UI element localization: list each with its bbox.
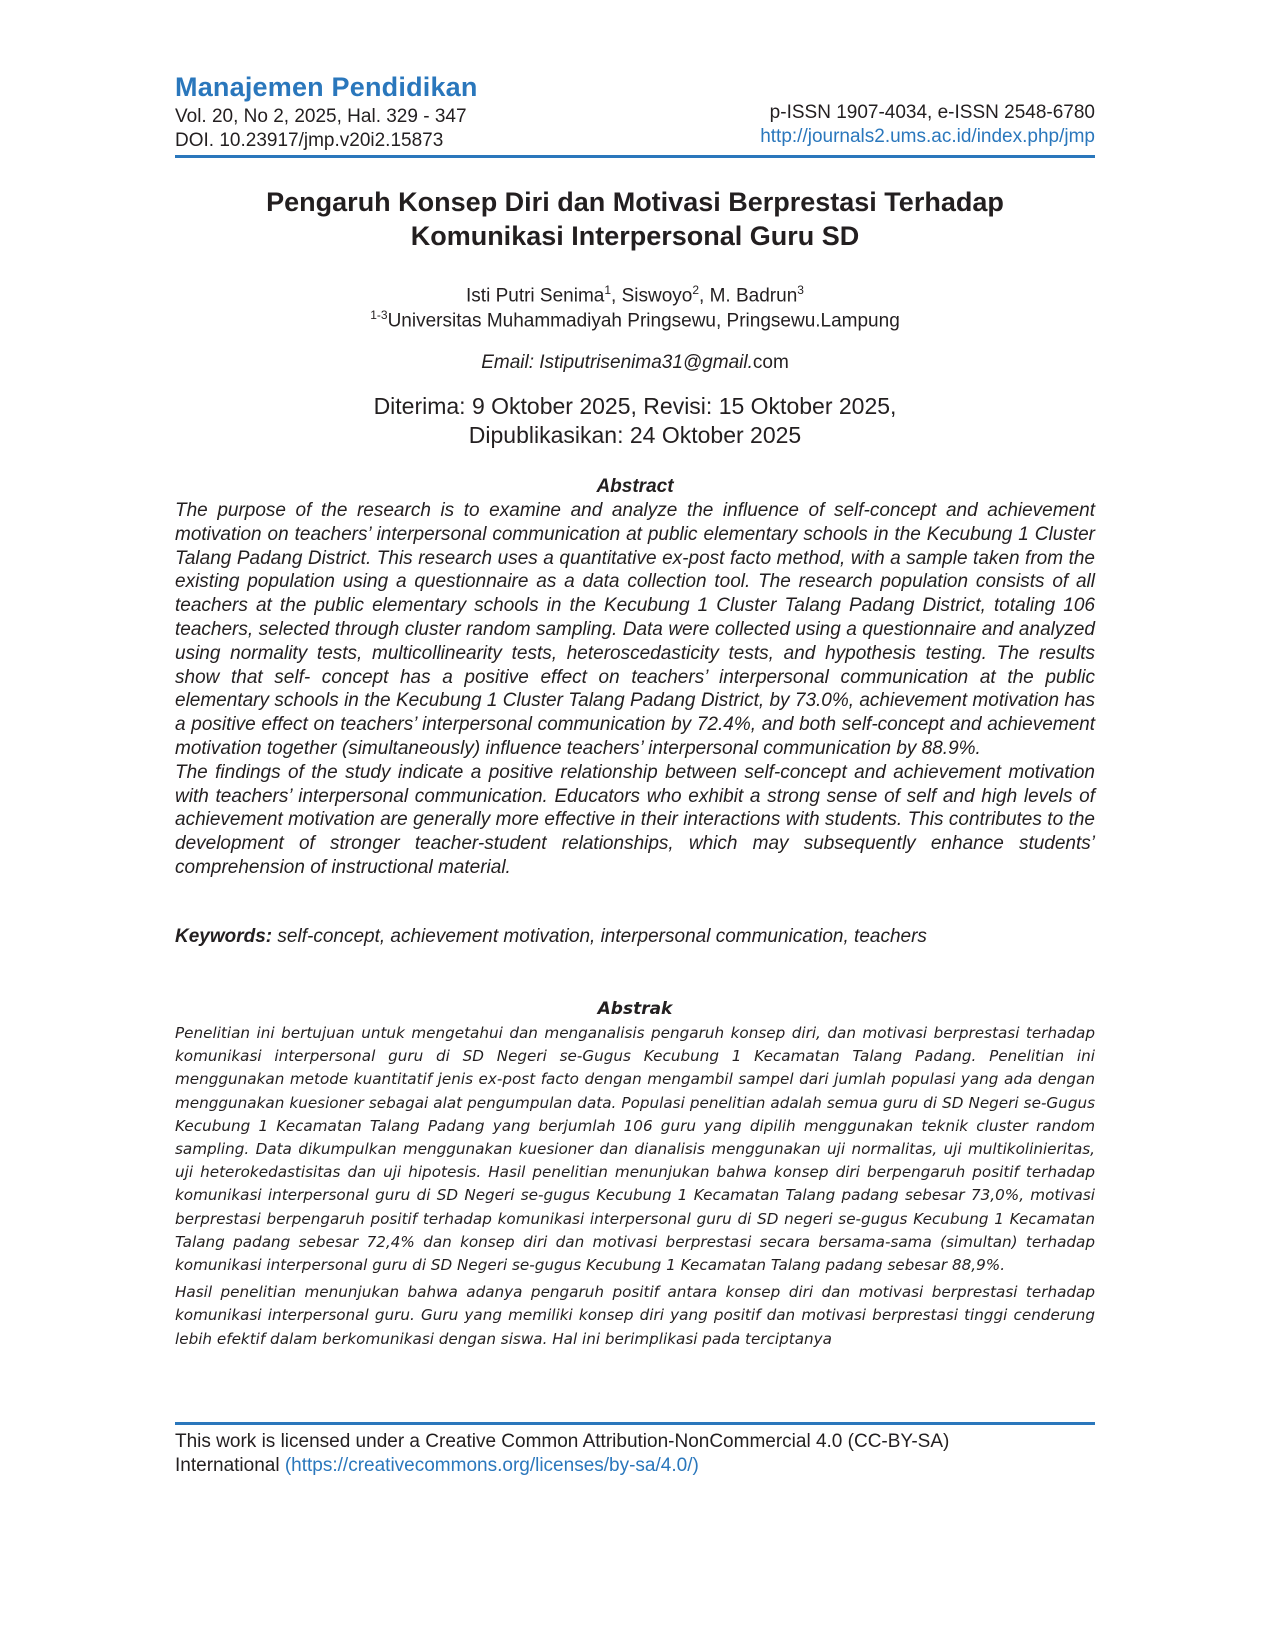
author-sup: 2 [692, 283, 700, 297]
journal-name: Manajemen Pendidikan [175, 72, 478, 102]
license-prefix: International [175, 1455, 285, 1476]
keywords-text: self-concept, achievement motivation, interpersonal communication, teachers [272, 926, 927, 947]
abstract-paragraph: The findings of the study indicate a positive relationship between self-concept and achievement motivation with teachers’ interpersonal communication. Educators who exhibit a strong sense of self and high levels of achievement motivation are generally more effective in their interactions with students. This contributes to the development of stronger teacher-student relationships, which may subsequently enhance students’ comprehension of instructional material. [175, 761, 1095, 878]
abstrak-indonesian [175, 1022, 1095, 1351]
abstract-paragraph: The purpose of the research is to examine and analyze the influence of self-concept and achievement motivation on teachers’ interpersonal communication at public elementary schools in the Kecubung 1 Cluster Talang Padang District. This research uses a quantitative ex-post facto method, with a sample taken from the existing population using a questionnaire as a data collection tool. The research population consists of all teachers at the public elementary schools in the Kecubung 1 Cluster Talang Padang District, totaling 106 teachers, selected through cluster random sampling. Data were collected using a questionnaire and analyzed using normality tests, multicollinearity tests, heteroscedasticity tests, and hypothesis testing. The results show that self- concept has a positive effect on teachers’ interpersonal communication at the public elementary schools in the Kecubung 1 Cluster Talang Padang District, by 73.0%, achievement motivation has a positive effect on teachers’ interpersonal communication by 72.4%, and both self-concept and achievement motivation together (simultaneously) influence teachers’ interpersonal communication by 88.9%. [175, 500, 1095, 759]
keywords-label: Keywords: [175, 926, 273, 947]
affiliation-sup: 1-3 [370, 308, 388, 322]
author-sup: 1 [604, 283, 612, 297]
affiliation-text: Universitas Muhammadiyah Pringsewu, Pringsewu.Lampung [387, 310, 900, 332]
doi: DOI. 10.23917/jmp.v20i2.15873 [175, 130, 444, 151]
author-separator: , [611, 285, 622, 307]
issn: p-ISSN 1907-4034, e-ISSN 2548-6780 [769, 102, 1095, 123]
author-sup: 3 [797, 283, 804, 297]
license-line-2 [175, 1454, 1095, 1478]
dates-line-2: Dipublikasikan: 24 Oktober 2025 [468, 422, 802, 448]
keywords [175, 926, 1095, 948]
volume-info: Vol. 20, No 2, 2025, Hal. 329 - 347 [175, 106, 467, 127]
license-line-1: This work is licensed under a Creative Common Attribution-NonCommercial 4.0 (CC-BY-SA) [175, 1431, 950, 1452]
author-separator: , [699, 285, 710, 307]
journal-url-link[interactable]: http://journals2.ums.ac.id/index.php/jmp [760, 126, 1095, 147]
license-notice [175, 1430, 1095, 1478]
affiliation [175, 303, 1095, 333]
author-name: Isti Putri Senima [466, 285, 605, 307]
abstract-heading: Abstract [596, 476, 674, 497]
publication-dates [175, 392, 1095, 450]
dates-line-1: Diterima: 9 Oktober 2025, Revisi: 15 Oktober 2025, [373, 393, 897, 419]
paper-page [175, 70, 1095, 1476]
title-line-1: Pengaruh Konsep Diri dan Motivasi Berprestasi Terhadap [266, 187, 1004, 217]
abstrak-heading: Abstrak [597, 999, 673, 1019]
author-email [175, 350, 1095, 375]
license-link[interactable]: (https://creativecommons.org/licenses/by-sa/4.0/) [284, 1455, 699, 1476]
email-address: Email: Istiputrisenima31@gmail. [481, 352, 753, 373]
header-divider [175, 155, 1095, 158]
journal-header [175, 70, 1095, 156]
abstract-english [175, 499, 1095, 880]
title-line-2: Komunikasi Interpersonal Guru SD [410, 221, 860, 251]
abstrak-paragraph: Penelitian ini bertujuan untuk mengetahui dan menganalisis pengaruh konsep diri, dan motivasi berprestasi terhadap komunikasi interpersonal guru di SD Negeri se-Gugus Kecubung 1 Kecamatan Talang Padang. Penelitian ini menggunakan metode kuantitatif jenis ex-post facto dengan mengambil sampel dari jumlah populasi yang ada dengan menggunakan kuesioner sebagai alat pengumpulan data. Populasi penelitian adalah semua guru di SD Negeri se-Gugus Kecubung 1 Kecamatan Talang Padang yang berjumlah 106 guru yang dipilih menggunakan teknik cluster random sampling. Data dikumpulkan menggunakan kuesioner dan dianalisis menggunakan uji normalitas, uji multikolinieritas, uji heterokedastisitas dan uji hipotesis. Hasil penelitian menunjukan bahwa konsep diri berpengaruh positif terhadap komunikasi interpersonal guru di SD Negeri se-gugus Kecubung 1 Kecamatan Talang padang sebesar 73,0%, motivasi berprestasi berpengaruh positif terhadap komunikasi interpersonal guru di SD negeri se-gugus Kecubung 1 Kecamatan Talang padang sebesar 72,4% dan konsep diri dan motivasi berprestasi secara bersama-sama (simultan) terhadap komunikasi interpersonal guru di SD Negeri se-gugus Kecubung 1 Kecamatan Talang padang sebesar 88,9%. [175, 1024, 1095, 1275]
email-domain-end: com [752, 352, 789, 373]
paper-title [175, 185, 1095, 253]
footer-divider [175, 1422, 1095, 1425]
abstrak-paragraph: Hasil penelitian menunjukan bahwa adanya pengaruh positif antara konsep diri dan motivasi berprestasi terhadap komunikasi interpersonal guru. Guru yang memiliki konsep diri yang positif dan motivasi berprestasi tinggi cenderung lebih efektif dalam berkomunikasi dengan siswa. Hal ini berimplikasi pada terciptanya [175, 1283, 1095, 1348]
author-name: M. Badrun [709, 285, 798, 307]
author-name: Siswoyo [621, 285, 693, 307]
